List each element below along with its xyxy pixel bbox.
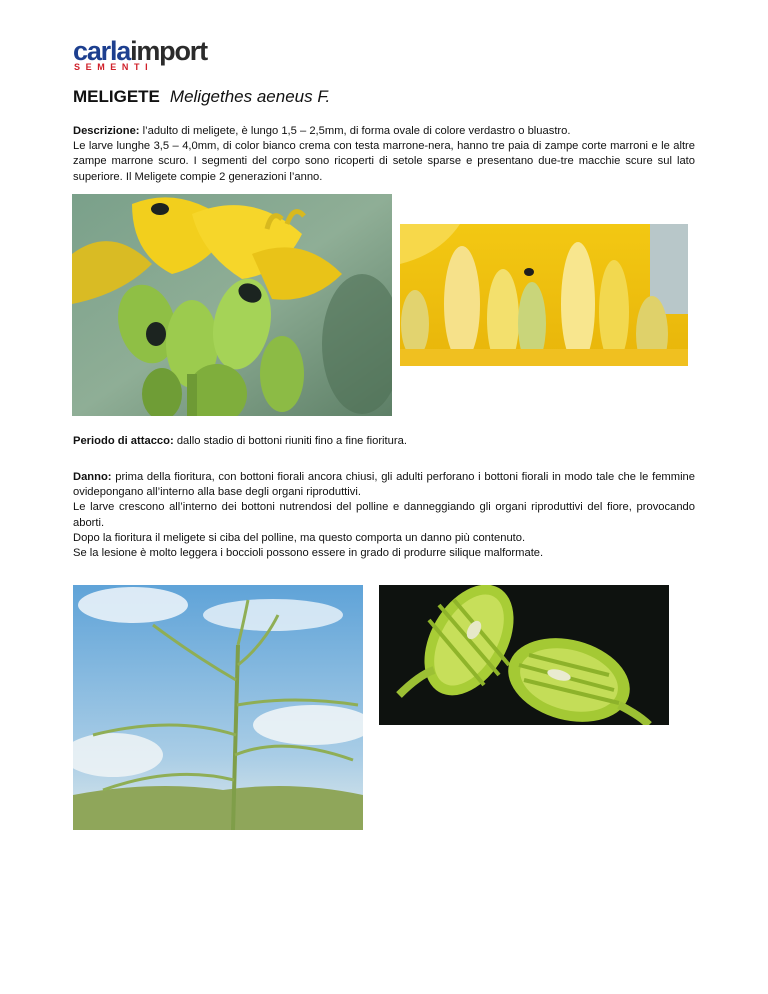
damage-line-4: Se la lesione è molto leggera i boccioli possono essere in grado di produrre silique malformate. bbox=[73, 547, 544, 560]
damage-line-3: Dopo la fioritura il meligete si ciba del polline, ma questo comporta un danno più contenuto. bbox=[73, 531, 526, 544]
photo-beetles-on-buds bbox=[72, 194, 392, 416]
pest-common-name: MELIGETE bbox=[73, 87, 160, 106]
description-line-1: Descrizione: l’adulto di meligete, è lungo 1,5 – 2,5mm, di forma ovale di colore verdastro o bluastro. bbox=[73, 125, 571, 137]
damage-line-1: Danno: prima della fioritura, con bottoni fiorali ancora chiusi, gli adulti perforano i bottoni fiorali in modo tale che le femmine ovidepongano all’interno alla base degli organi riproduttivi. bbox=[73, 471, 695, 499]
damage-label: Danno: bbox=[73, 471, 112, 483]
photo-damaged-buds bbox=[379, 585, 669, 725]
description-paragraph bbox=[73, 124, 695, 185]
damage-line-2: Le larve crescono all’interno dei bottoni nutrendosi del polline e danneggiando gli organi riproduttivi del fiore, provocando aborti. bbox=[73, 501, 695, 529]
page-title bbox=[73, 86, 330, 108]
logo-tagline: SEMENTI bbox=[74, 62, 154, 72]
damage-paragraph bbox=[73, 470, 695, 561]
attack-period-label: Periodo di attacco: bbox=[73, 435, 174, 447]
photo-larva-in-flower bbox=[400, 224, 688, 366]
logo-wordmark: carlaimport bbox=[73, 36, 207, 66]
description-line-2: Le larve lunghe 3,5 – 4,0mm, di color bianco crema con testa marrone-nera, hanno tre paia di zampe corte marroni e le altre zampe marrone scuro. I segmenti del corpo sono ricoperti di setole sparse e presentano due-tre macchie scure sul lato superiore. Il Meligete compie 2 generazioni l’anno. bbox=[73, 140, 695, 183]
description-label: Descrizione: bbox=[73, 125, 140, 137]
photo-rapeseed-pods-sky bbox=[73, 585, 363, 830]
company-logo bbox=[73, 36, 223, 74]
pest-scientific-name: Meligethes aeneus F. bbox=[169, 87, 331, 106]
attack-period-paragraph: Periodo di attacco: dallo stadio di bottoni riuniti fino a fine fioritura. bbox=[73, 435, 407, 447]
